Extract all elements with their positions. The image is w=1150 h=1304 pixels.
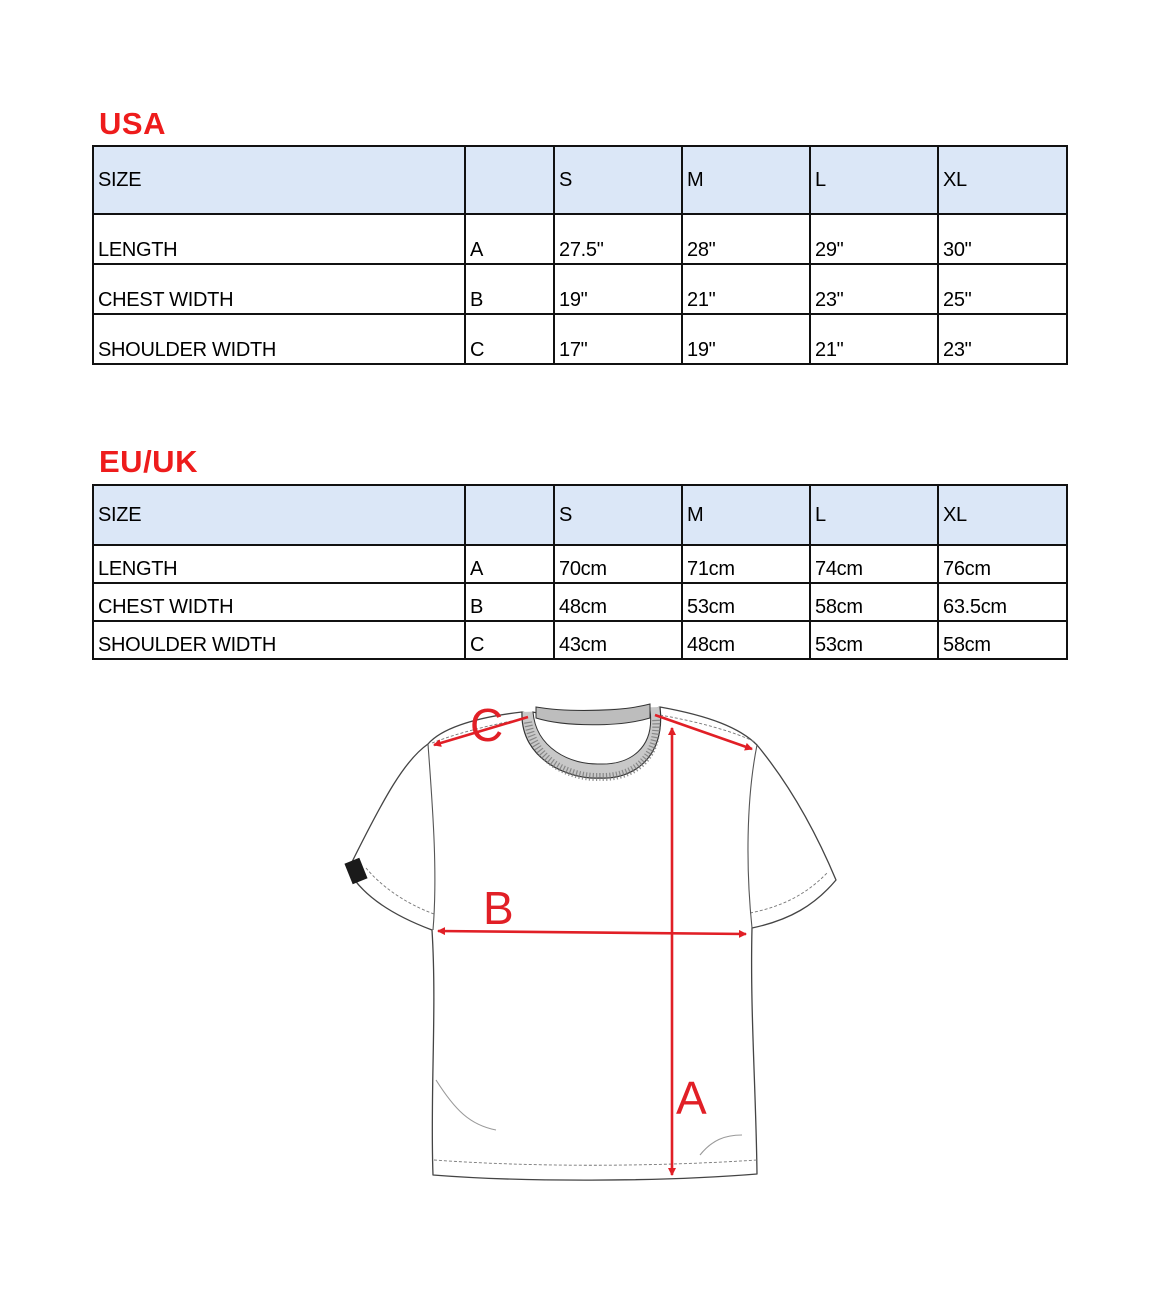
table-cell: 76cm: [938, 545, 1067, 583]
table-row: [93, 545, 1067, 583]
table-cell: CHEST WIDTH: [93, 264, 465, 314]
table-cell: CHEST WIDTH: [93, 583, 465, 621]
table-cell: 29": [810, 214, 938, 264]
table-cell: A: [465, 545, 554, 583]
table-header-row: [93, 146, 1067, 214]
table-cell: 48cm: [682, 621, 810, 659]
table-cell: C: [465, 621, 554, 659]
header-cell: [465, 485, 554, 545]
table-cell: 58cm: [938, 621, 1067, 659]
table-cell: 25": [938, 264, 1067, 314]
usa-heading: USA: [99, 106, 166, 141]
table-cell: B: [465, 264, 554, 314]
table-cell: 21": [810, 314, 938, 364]
table-cell: 27.5": [554, 214, 682, 264]
header-cell: S: [554, 485, 682, 545]
table-cell: 71cm: [682, 545, 810, 583]
table-cell: 74cm: [810, 545, 938, 583]
table-cell: 30": [938, 214, 1067, 264]
table-cell: 19": [682, 314, 810, 364]
tshirt-measurement-diagram: [330, 690, 850, 1190]
table-cell: SHOULDER WIDTH: [93, 621, 465, 659]
table-row: [93, 621, 1067, 659]
table-cell: SHOULDER WIDTH: [93, 314, 465, 364]
table-row: [93, 264, 1067, 314]
usa-size-table: [92, 145, 1068, 365]
header-cell: XL: [938, 146, 1067, 214]
table-cell: 17": [554, 314, 682, 364]
table-cell: 23": [938, 314, 1067, 364]
table-cell: 58cm: [810, 583, 938, 621]
table-cell: 43cm: [554, 621, 682, 659]
table-row: [93, 214, 1067, 264]
eu-uk-heading: EU/UK: [99, 444, 198, 479]
header-cell: L: [810, 146, 938, 214]
table-header-row: [93, 485, 1067, 545]
table-cell: 70cm: [554, 545, 682, 583]
table-row: [93, 583, 1067, 621]
header-cell: SIZE: [93, 485, 465, 545]
measure-label-b: B: [483, 882, 514, 934]
header-cell: SIZE: [93, 146, 465, 214]
table-cell: 53cm: [810, 621, 938, 659]
table-cell: A: [465, 214, 554, 264]
table-cell: 19": [554, 264, 682, 314]
eu-uk-size-table: [92, 484, 1068, 660]
table-cell: B: [465, 583, 554, 621]
table-cell: 23": [810, 264, 938, 314]
table-cell: LENGTH: [93, 214, 465, 264]
header-cell: M: [682, 485, 810, 545]
header-cell: M: [682, 146, 810, 214]
header-cell: [465, 146, 554, 214]
table-row: [93, 314, 1067, 364]
header-cell: XL: [938, 485, 1067, 545]
measure-label-a: A: [676, 1072, 707, 1124]
table-cell: 21": [682, 264, 810, 314]
header-cell: S: [554, 146, 682, 214]
table-cell: C: [465, 314, 554, 364]
table-cell: 48cm: [554, 583, 682, 621]
measure-label-c: C: [470, 699, 504, 751]
table-cell: 53cm: [682, 583, 810, 621]
table-cell: 28": [682, 214, 810, 264]
table-cell: 63.5cm: [938, 583, 1067, 621]
header-cell: L: [810, 485, 938, 545]
table-cell: LENGTH: [93, 545, 465, 583]
